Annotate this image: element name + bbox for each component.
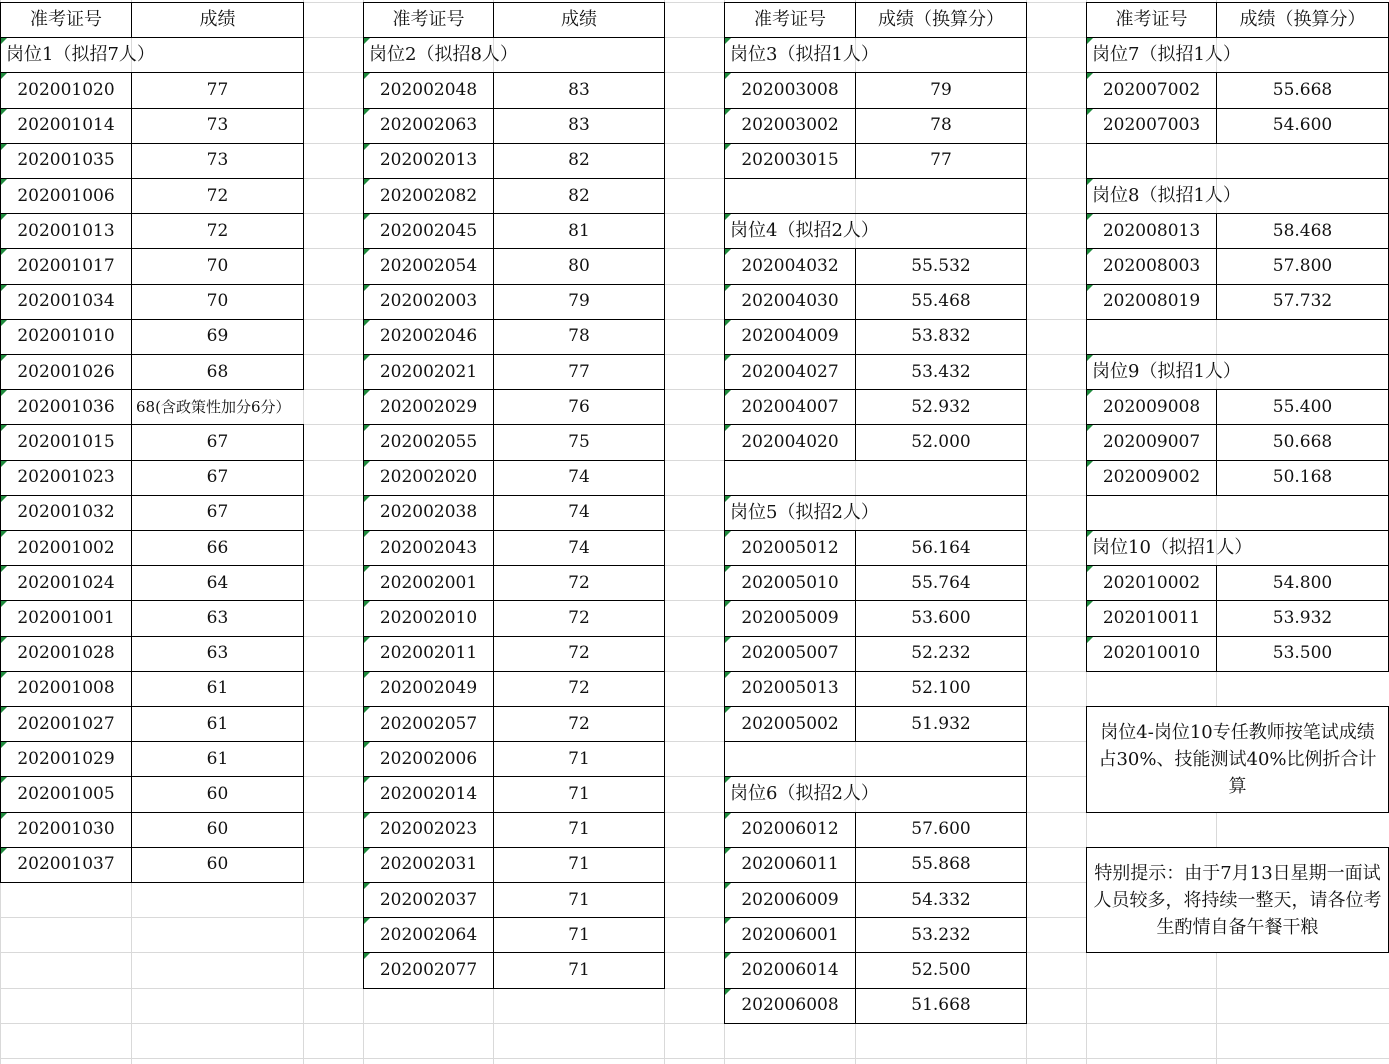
exam-id-cell[interactable]: 202001005 [0,776,132,812]
score-cell[interactable]: 57.732 [1216,284,1389,320]
exam-id-cell[interactable]: 202001037 [0,847,132,883]
exam-id-cell[interactable]: 202002064 [363,917,494,953]
exam-id-cell[interactable]: 202001027 [0,706,132,742]
score-cell[interactable]: 68(含政策性加分6分） [131,389,304,425]
exam-id-cell[interactable]: 202010002 [1086,565,1217,601]
exam-id-cell[interactable]: 202004009 [724,319,856,355]
score-cell[interactable]: 54.600 [1216,108,1389,144]
exam-id-cell[interactable]: 202001032 [0,495,132,531]
score-cell[interactable]: 54.800 [1216,565,1389,601]
exam-id-cell[interactable]: 202002013 [363,143,494,179]
score-cell[interactable]: 71 [493,952,665,988]
exam-id-cell[interactable]: 202009007 [1086,424,1217,460]
blank-row[interactable] [1086,143,1389,179]
score-cell[interactable]: 54.332 [855,882,1027,918]
score-cell[interactable]: 72 [493,636,665,672]
exam-id-cell[interactable]: 202002038 [363,495,494,531]
exam-id-cell[interactable]: 202001008 [0,671,132,707]
exam-id-cell[interactable]: 202002063 [363,108,494,144]
score-cell[interactable]: 56.164 [855,530,1027,566]
exam-id-cell[interactable]: 202001015 [0,424,132,460]
exam-id-cell[interactable]: 202005007 [724,636,856,672]
score-cell[interactable]: 78 [493,319,665,355]
gridline [0,1058,1389,1059]
exam-id-cell[interactable]: 202008003 [1086,248,1217,284]
section-title[interactable]: 岗位6（拟招2人） [724,776,1027,812]
score-cell[interactable]: 52.932 [855,389,1027,425]
score-cell[interactable]: 57.600 [855,812,1027,848]
score-cell[interactable]: 71 [493,812,665,848]
exam-id-cell[interactable]: 202002037 [363,882,494,918]
score-cell[interactable]: 63 [131,636,304,672]
score-cell[interactable]: 71 [493,776,665,812]
score-cell[interactable]: 69 [131,319,304,355]
score-cell[interactable]: 52.100 [855,671,1027,707]
score-cell[interactable]: 74 [493,495,665,531]
exam-id-cell[interactable]: 202006008 [724,988,856,1024]
exam-id-cell[interactable]: 202009002 [1086,460,1217,496]
exam-id-cell[interactable]: 202006014 [724,952,856,988]
score-cell[interactable]: 72 [493,671,665,707]
score-cell[interactable]: 53.432 [855,354,1027,390]
blank-row[interactable] [724,741,1027,777]
score-cell[interactable]: 77 [855,143,1027,179]
score-cell[interactable]: 83 [493,108,665,144]
score-cell[interactable]: 72 [131,213,304,249]
exam-id-cell[interactable]: 202005013 [724,671,856,707]
score-cell[interactable]: 61 [131,741,304,777]
exam-id-cell[interactable]: 202001014 [0,108,132,144]
score-cell[interactable]: 73 [131,143,304,179]
score-cell[interactable]: 77 [493,354,665,390]
header-id-cell[interactable]: 准考证号 [0,2,132,38]
exam-id-cell[interactable]: 202005010 [724,565,856,601]
exam-id-cell[interactable]: 202002006 [363,741,494,777]
exam-id-cell[interactable]: 202002023 [363,812,494,848]
exam-id-cell[interactable]: 202002046 [363,319,494,355]
section-title[interactable]: 岗位4（拟招2人） [724,213,1027,249]
gridline [0,988,1389,989]
score-cell[interactable]: 61 [131,671,304,707]
exam-id-cell[interactable]: 202001002 [0,530,132,566]
blank-row[interactable] [724,178,1027,214]
exam-id-cell[interactable]: 202001026 [0,354,132,390]
score-cell[interactable]: 55.532 [855,248,1027,284]
exam-id-cell[interactable]: 202005009 [724,600,856,636]
score-cell[interactable]: 74 [493,460,665,496]
exam-id-cell[interactable]: 202001010 [0,319,132,355]
score-cell[interactable]: 80 [493,248,665,284]
exam-id-cell[interactable]: 202001029 [0,741,132,777]
section-title[interactable]: 岗位2（拟招8人） [363,37,665,73]
score-cell[interactable]: 68 [131,354,304,390]
score-cell[interactable]: 60 [131,847,304,883]
score-cell[interactable]: 66 [131,530,304,566]
exam-id-cell[interactable]: 202010010 [1086,636,1217,672]
exam-id-cell[interactable]: 202002014 [363,776,494,812]
score-cell[interactable]: 55.764 [855,565,1027,601]
exam-id-cell[interactable]: 202002020 [363,460,494,496]
score-cell[interactable]: 53.932 [1216,600,1389,636]
score-cell[interactable]: 60 [131,812,304,848]
score-cell[interactable]: 50.168 [1216,460,1389,496]
exam-id-cell[interactable]: 202007003 [1086,108,1217,144]
exam-id-cell[interactable]: 202010011 [1086,600,1217,636]
score-cell[interactable]: 71 [493,882,665,918]
score-cell[interactable]: 67 [131,495,304,531]
score-cell[interactable]: 72 [493,600,665,636]
score-cell[interactable]: 51.932 [855,706,1027,742]
score-cell[interactable]: 53.600 [855,600,1027,636]
exam-id-cell[interactable]: 202001034 [0,284,132,320]
score-cell[interactable]: 52.500 [855,952,1027,988]
score-cell[interactable]: 77 [131,72,304,108]
score-cell[interactable]: 82 [493,143,665,179]
exam-id-cell[interactable]: 202001035 [0,143,132,179]
score-cell[interactable]: 72 [493,706,665,742]
score-cell[interactable]: 55.668 [1216,72,1389,108]
score-cell[interactable]: 67 [131,424,304,460]
blank-row[interactable] [724,460,1027,496]
lunch-reminder-note[interactable]: 特别提示：由于7月13日星期一面试人员较多，将持续一整天，请各位考生酌情自备午餐干粮 [1086,847,1389,954]
score-cell[interactable]: 71 [493,917,665,953]
exam-id-cell[interactable]: 202001024 [0,565,132,601]
section-title[interactable]: 岗位5（拟招2人） [724,495,1027,531]
exam-id-cell[interactable]: 202001020 [0,72,132,108]
exam-id-cell[interactable]: 202002001 [363,565,494,601]
header-score-cell[interactable]: 成绩 [131,2,304,38]
score-cell[interactable]: 53.500 [1216,636,1389,672]
blank-row[interactable] [1086,319,1389,355]
score-cell[interactable]: 63 [131,600,304,636]
exam-id-cell[interactable]: 202002045 [363,213,494,249]
header-score-cell[interactable]: 成绩 [493,2,665,38]
exam-id-cell[interactable]: 202002031 [363,847,494,883]
score-cell[interactable]: 79 [855,72,1027,108]
score-cell[interactable]: 83 [493,72,665,108]
score-cell[interactable]: 52.232 [855,636,1027,672]
score-cell[interactable]: 70 [131,284,304,320]
header-id-cell[interactable]: 准考证号 [363,2,494,38]
score-cell[interactable]: 55.468 [855,284,1027,320]
gridline [0,1023,1389,1024]
exam-id-cell[interactable]: 202004032 [724,248,856,284]
exam-id-cell[interactable]: 202003008 [724,72,856,108]
exam-id-cell[interactable]: 202001036 [0,389,132,425]
score-cell[interactable]: 57.800 [1216,248,1389,284]
header-id-cell[interactable]: 准考证号 [1086,2,1217,38]
exam-id-cell[interactable]: 202002011 [363,636,494,672]
exam-id-cell[interactable]: 202001001 [0,600,132,636]
exam-id-cell[interactable]: 202002043 [363,530,494,566]
score-cell[interactable]: 58.468 [1216,213,1389,249]
score-cell[interactable]: 70 [131,248,304,284]
score-cell[interactable]: 72 [131,178,304,214]
exam-id-cell[interactable]: 202002021 [363,354,494,390]
score-cell[interactable]: 76 [493,389,665,425]
score-cell[interactable]: 73 [131,108,304,144]
exam-id-cell[interactable]: 202002029 [363,389,494,425]
section-title[interactable]: 岗位10（拟招1人） [1086,530,1389,566]
exam-id-cell[interactable]: 202002049 [363,671,494,707]
section-title[interactable]: 岗位7（拟招1人） [1086,37,1389,73]
exam-id-cell[interactable]: 202006001 [724,917,856,953]
section-title[interactable]: 岗位1（拟招7人） [0,37,304,73]
score-cell[interactable]: 67 [131,460,304,496]
exam-id-cell[interactable]: 202002010 [363,600,494,636]
exam-id-cell[interactable]: 202006009 [724,882,856,918]
exam-id-cell[interactable]: 202004020 [724,424,856,460]
exam-id-cell[interactable]: 202006012 [724,812,856,848]
score-cell[interactable]: 61 [131,706,304,742]
score-cell[interactable]: 50.668 [1216,424,1389,460]
exam-id-cell[interactable]: 202003002 [724,108,856,144]
exam-id-cell[interactable]: 202004027 [724,354,856,390]
score-cell[interactable]: 71 [493,741,665,777]
exam-id-cell[interactable]: 202005002 [724,706,856,742]
exam-id-cell[interactable]: 202002054 [363,248,494,284]
header-score-cell[interactable]: 成绩（换算分） [1216,2,1389,38]
scoring-note[interactable]: 岗位4-岗位10专任教师按笔试成绩占30%、技能测试40%比例折合计算 [1086,706,1389,813]
exam-id-cell[interactable]: 202001028 [0,636,132,672]
header-id-cell[interactable]: 准考证号 [724,2,856,38]
header-score-cell[interactable]: 成绩（换算分） [855,2,1027,38]
blank-row[interactable] [1086,495,1389,531]
score-cell[interactable]: 55.868 [855,847,1027,883]
exam-id-cell[interactable]: 202001017 [0,248,132,284]
score-cell[interactable]: 78 [855,108,1027,144]
score-cell[interactable]: 53.832 [855,319,1027,355]
exam-id-cell[interactable]: 202007002 [1086,72,1217,108]
score-cell[interactable]: 64 [131,565,304,601]
score-cell[interactable]: 75 [493,424,665,460]
section-title[interactable]: 岗位9（拟招1人） [1086,354,1389,390]
score-cell[interactable]: 71 [493,847,665,883]
score-cell[interactable]: 74 [493,530,665,566]
score-cell[interactable]: 55.400 [1216,389,1389,425]
exam-id-cell[interactable]: 202004007 [724,389,856,425]
score-cell[interactable]: 53.232 [855,917,1027,953]
exam-id-cell[interactable]: 202001013 [0,213,132,249]
score-cell[interactable]: 52.000 [855,424,1027,460]
score-cell[interactable]: 81 [493,213,665,249]
score-cell[interactable]: 60 [131,776,304,812]
exam-id-cell[interactable]: 202002003 [363,284,494,320]
section-title[interactable]: 岗位3（拟招1人） [724,37,1027,73]
section-title[interactable]: 岗位8（拟招1人） [1086,178,1389,214]
exam-id-cell[interactable]: 202002077 [363,952,494,988]
score-cell[interactable]: 79 [493,284,665,320]
exam-id-cell[interactable]: 202002057 [363,706,494,742]
exam-id-cell[interactable]: 202008013 [1086,213,1217,249]
score-cell[interactable]: 51.668 [855,988,1027,1024]
exam-id-cell[interactable]: 202002082 [363,178,494,214]
exam-id-cell[interactable]: 202001030 [0,812,132,848]
exam-id-cell[interactable]: 202003015 [724,143,856,179]
exam-id-cell[interactable]: 202002048 [363,72,494,108]
exam-id-cell[interactable]: 202005012 [724,530,856,566]
exam-id-cell[interactable]: 202001023 [0,460,132,496]
exam-id-cell[interactable]: 202004030 [724,284,856,320]
exam-id-cell[interactable]: 202009008 [1086,389,1217,425]
exam-id-cell[interactable]: 202001006 [0,178,132,214]
exam-id-cell[interactable]: 202008019 [1086,284,1217,320]
score-cell[interactable]: 82 [493,178,665,214]
exam-id-cell[interactable]: 202006011 [724,847,856,883]
score-cell[interactable]: 72 [493,565,665,601]
exam-id-cell[interactable]: 202002055 [363,424,494,460]
